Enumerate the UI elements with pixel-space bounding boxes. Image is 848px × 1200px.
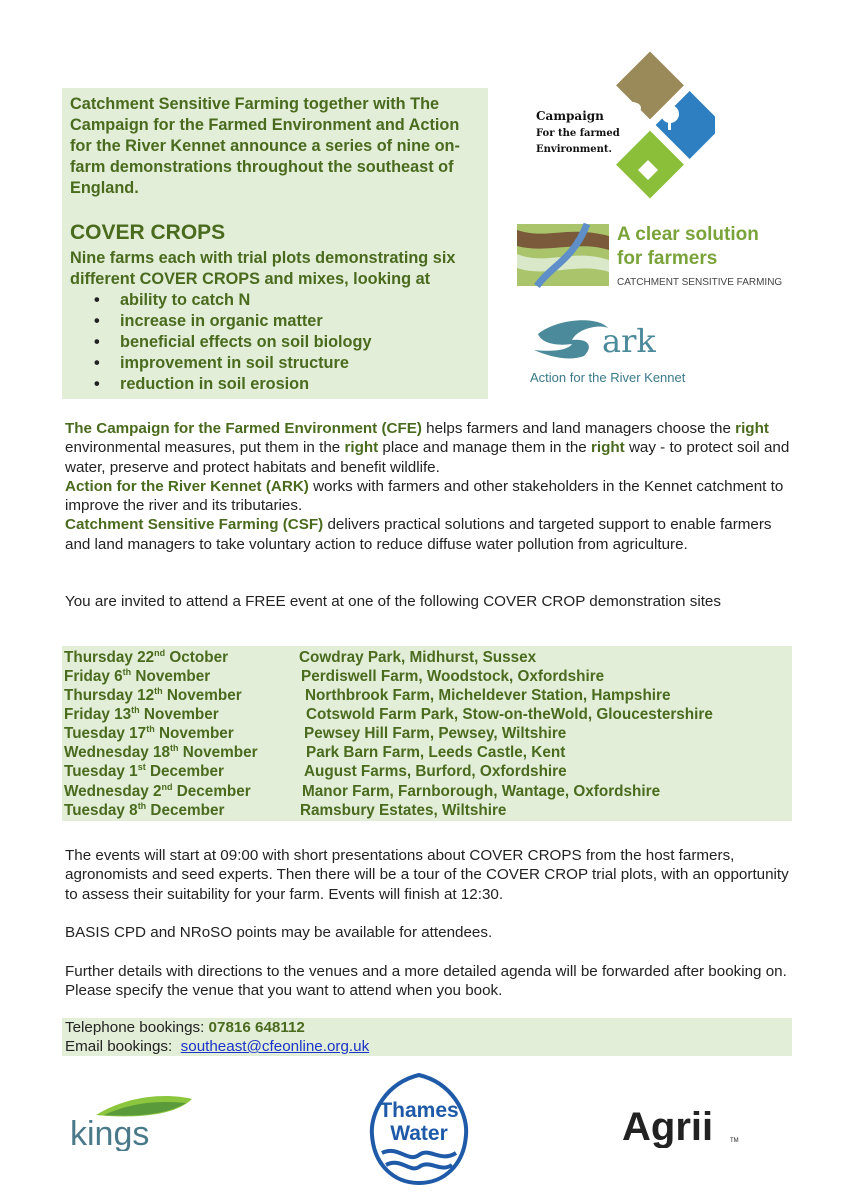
csf-name: Catchment Sensitive Farming (CSF)	[65, 516, 324, 534]
cfe-logo-line2: For the farmed	[536, 128, 620, 139]
list-item: • reduction in soil erosion	[94, 375, 310, 393]
table-row: Wednesday 2nd December Manor Farm, Farnborough, Wantage, Oxfordshire	[64, 782, 661, 800]
csf-logo	[517, 220, 797, 290]
schedule-text: The events will start at 09:00 with short presentations about COVER CROPS from the host farmers, agronomists and seed experts. Then there will be a tour of the COVER CROP trial plots, with an opportunity to assess their suitability for your farm. Events will finish at 12:30.	[65, 847, 789, 903]
phone-number: 07816 648112	[208, 1019, 305, 1036]
benefits-list	[94, 290, 372, 395]
table-row: Thursday 22nd October Cowdray Park, Midhurst, Sussex	[64, 648, 537, 666]
thames-logo-line1: Thames	[379, 1099, 459, 1122]
kings-logo	[68, 1093, 193, 1151]
csf-logo-title2: for farmers	[617, 248, 718, 269]
agrii-logo	[620, 1100, 745, 1148]
cfe-name: The Campaign for the Farmed Environment (CFE)	[65, 420, 422, 437]
table-row: Friday 13th November Cotswold Farm Park, Stow-on-theWold, Gloucestershire	[64, 705, 713, 723]
email-link[interactable]: southeast@cfeonline.org.uk	[180, 1038, 370, 1055]
list-item: • increase in organic matter	[94, 312, 323, 330]
nine-farms-text: Nine farms each with trial plots demonstrating six different COVER CROPS and mixes, looking at	[70, 249, 456, 288]
ark-name: Action for the River Kennet (ARK)	[65, 477, 309, 495]
table-row: Tuesday 8th December Ramsbury Estates, Wiltshire	[64, 801, 507, 819]
table-row: Friday 6th November Perdiswell Farm, Woodstock, Oxfordshire	[64, 667, 605, 685]
cfe-logo-line1: Campaign	[536, 109, 604, 123]
about-text: The Campaign for the Farmed Environment (CFE) helps farmers and land managers choose the right environmental measures, put them in the right place and manage them in the right way - to protect soil and water, preserve and protect habitats and benefit wildlife. Action for the River Kennet (ARK) works with farmers and other stakeholders in the Kennet catchment to improve the river and its tributaries. Catchment Sensitive Farming (CSF) delivers practical solutions and targeted support to enable farmers and land managers to take voluntary action to reduce diffuse water pollution from agriculture.	[65, 420, 790, 553]
phone-line: Telephone bookings: 07816 648112	[65, 1019, 305, 1036]
table-row: Wednesday 18th November Park Barn Farm, Leeds Castle, Kent	[64, 743, 566, 761]
ark-logo-name: ark	[602, 322, 656, 360]
csf-logo-subtitle: CATCHMENT SENSITIVE FARMING	[617, 277, 783, 288]
list-item: • improvement in soil structure	[94, 354, 349, 372]
further-details-text: Further details with directions to the venues and a more detailed agenda will be forwarded after booking on. Please specify the venue that you want to attend when you book.	[65, 963, 787, 1000]
ark-logo	[528, 310, 708, 390]
email-line: Email bookings: southeast@cfeonline.org.uk	[65, 1038, 370, 1055]
table-row: Thursday 12th November Northbrook Farm, Micheldever Station, Hampshire	[64, 686, 671, 704]
invite-text: You are invited to attend a FREE event at one of the following COVER CROP demonstration sites	[65, 593, 721, 610]
thames-logo-line2: Water	[390, 1122, 448, 1145]
intro-text: Catchment Sensitive Farming together with The Campaign for the Farmed Environment and Action for the River Kennet announce a series of nine on-farm demonstrations throughout the southeast of England.	[70, 95, 460, 197]
ark-logo-caption: Action for the River Kennet	[530, 370, 686, 385]
table-row: Tuesday 1st December August Farms, Burford, Oxfordshire	[64, 762, 567, 780]
csf-logo-title1: A clear solution	[617, 224, 759, 245]
agrii-logo-name: Agrii	[622, 1105, 714, 1148]
table-row: Tuesday 17th November Pewsey Hill Farm, Pewsey, Wiltshire	[64, 724, 567, 742]
basis-text: BASIS CPD and NRoSO points may be available for attendees.	[65, 924, 493, 941]
agrii-logo-tm: TM	[730, 1138, 739, 1144]
list-item: • beneficial effects on soil biology	[94, 333, 372, 351]
list-item: • ability to catch N	[94, 291, 251, 309]
cfe-logo	[520, 50, 715, 200]
kings-logo-name: kings	[70, 1115, 150, 1151]
cover-crops-title: COVER CROPS	[70, 221, 226, 244]
thames-water-logo	[368, 1073, 470, 1185]
cfe-logo-line3: Environment.	[536, 144, 613, 155]
